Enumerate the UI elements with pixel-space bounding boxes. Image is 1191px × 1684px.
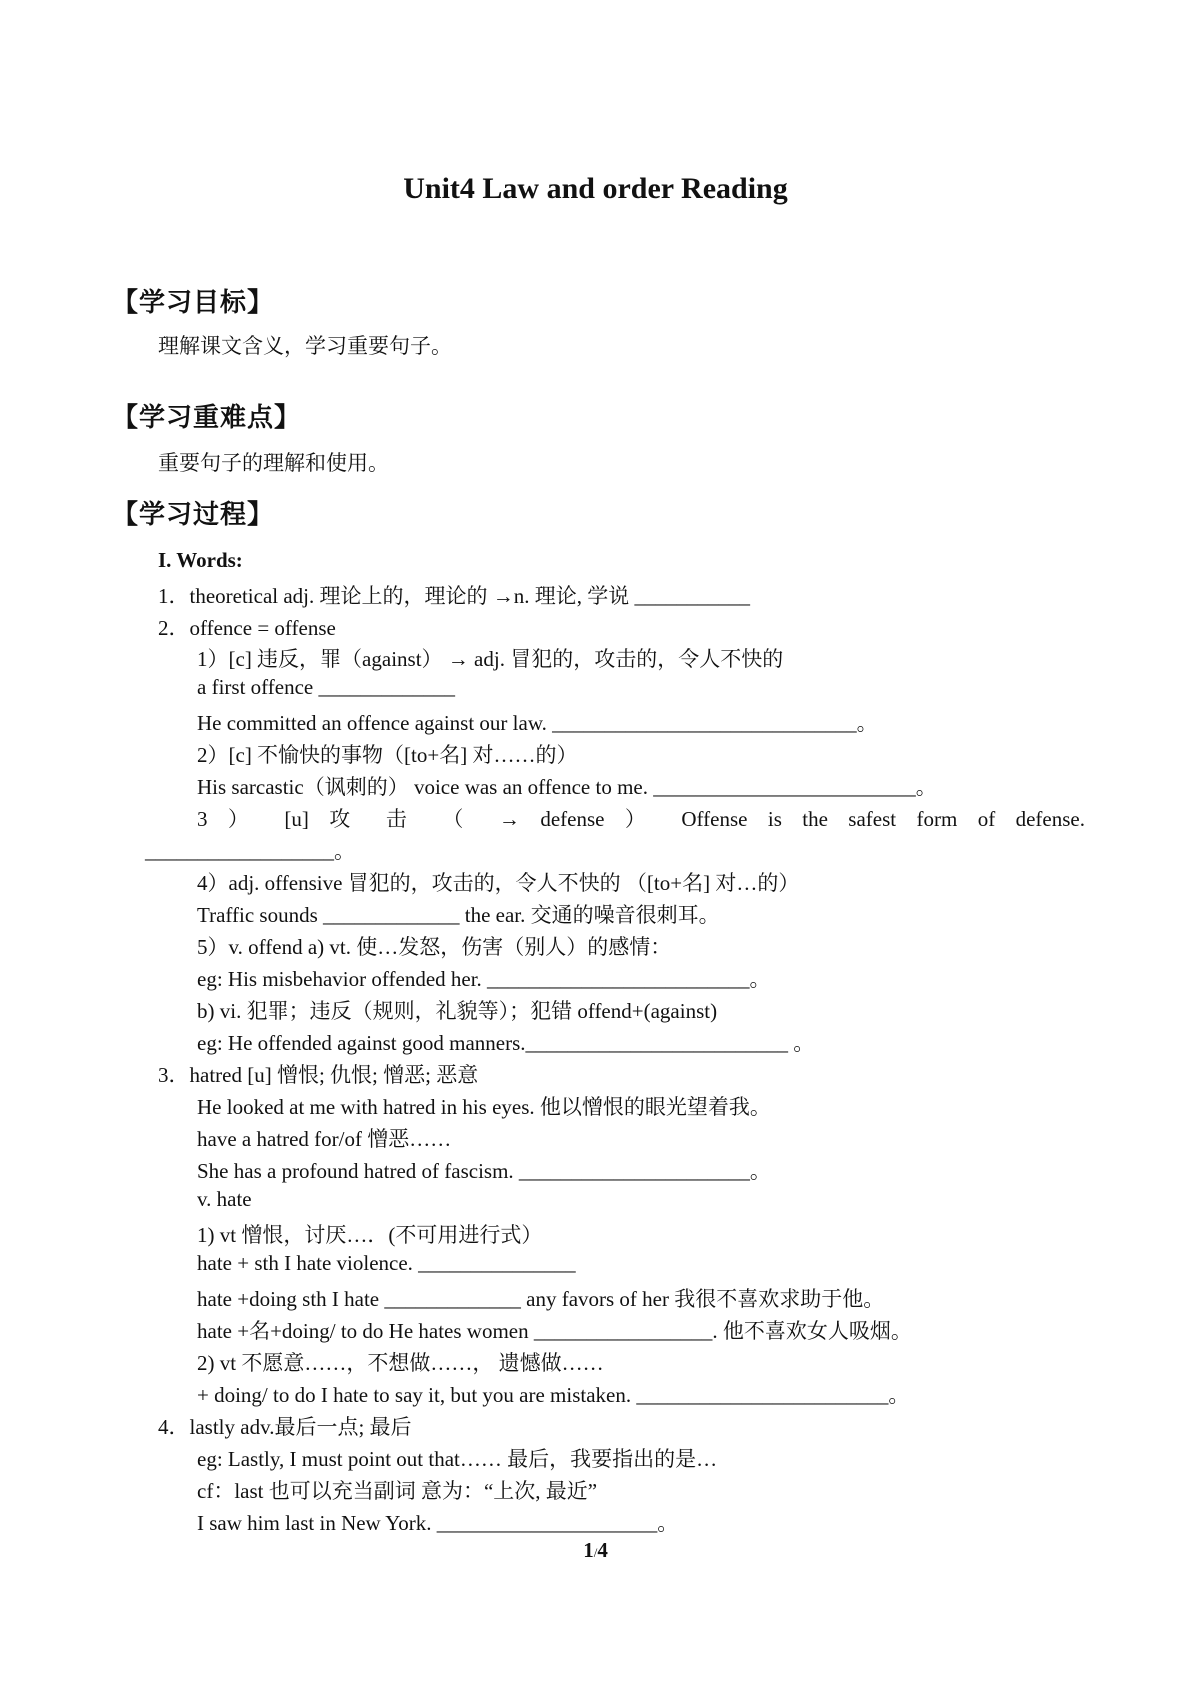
line-17: He looked at me with hatred in his eyes. 他以憎恨的眼光望着我。: [197, 1095, 771, 1119]
line-12: 5）v. offend a) vt. 使…发怒，伤害（别人）的感情：: [197, 935, 672, 959]
line-10: 4）adj. offensive 冒犯的，攻击的，令人不快的 （[to+名] 对…的）: [197, 871, 800, 895]
line-4: a first offence _____________: [197, 675, 455, 699]
current-page: 1: [583, 1538, 594, 1562]
line-20: v. hate: [197, 1187, 252, 1211]
line-30: I saw him last in New York. _____________________。: [197, 1511, 679, 1535]
line-3: 1）[c] 违反，罪（against） → adj. 冒犯的，攻击的，令人不快的: [197, 647, 784, 671]
line-6: 2）[c] 不愉快的事物（[to+名] 对……的）: [197, 743, 578, 767]
line-9: __________________。: [145, 839, 355, 863]
keypoints-heading: 【学习重难点】: [112, 403, 302, 432]
line-5: He committed an offence against our law. _____________________________。: [197, 711, 878, 735]
process-heading: 【学习过程】: [112, 500, 275, 529]
keypoints-text: 重要句子的理解和使用。: [158, 451, 389, 475]
line-13: eg: His misbehavior offended her. _________________________。: [197, 967, 771, 991]
line-16: 3．hatred [u] 憎恨; 仇恨; 憎恶; 恶意: [158, 1063, 479, 1087]
line-27: 4．lastly adv.最后一点; 最后: [158, 1415, 412, 1439]
line-23: hate +doing sth I hate _____________ any favors of her 我很不喜欢求助于他。: [197, 1287, 885, 1311]
line-29: cf：last 也可以充当副词 意为：“上次, 最近”: [197, 1479, 598, 1503]
goals-text: 理解课文含义，学习重要句子。: [158, 334, 452, 358]
page-separator: /: [593, 1545, 598, 1560]
line-25: 2) vt 不愿意……，不想做……， 遗憾做……: [197, 1351, 604, 1375]
page-number: [0, 1538, 1191, 1563]
line-28: eg: Lastly, I must point out that…… 最后，我要指出的是…: [197, 1447, 718, 1471]
goals-heading: 【学习目标】: [112, 288, 275, 317]
line-8: 3 ） [u] 攻 击 （ → defense ） Offense is the safest form of defense.: [197, 807, 1085, 831]
line-19: She has a profound hatred of fascism. ______________________。: [197, 1159, 771, 1183]
words-heading: I. Words:: [158, 548, 243, 572]
page-title: Unit4 Law and order Reading: [403, 172, 788, 205]
line-14: b) vi. 犯罪；违反（规则，礼貌等）；犯错 offend+(against): [197, 999, 718, 1023]
total-pages: 4: [597, 1538, 608, 1562]
line-15: eg: He offended against good manners._________________________ 。: [197, 1031, 815, 1055]
line-1: 1．theoretical adj. 理论上的，理论的 →n. 理论, 学说 ___________: [158, 584, 751, 608]
line-26: + doing/ to do I hate to say it, but you are mistaken. ________________________。: [197, 1383, 910, 1407]
line-11: Traffic sounds _____________ the ear. 交通的噪音很刺耳。: [197, 903, 720, 927]
line-2: 2．offence = offense: [158, 616, 336, 640]
line-22: hate + sth I hate violence. _______________: [197, 1251, 576, 1275]
line-7: His sarcastic（讽刺的） voice was an offence to me. _________________________。: [197, 775, 937, 799]
line-24: hate +名+doing/ to do He hates women _________________. 他不喜欢女人吸烟。: [197, 1319, 912, 1343]
line-21: 1) vt 憎恨，讨厌…．(不可用进行式）: [197, 1223, 543, 1247]
line-18: have a hatred for/of 憎恶……: [197, 1127, 452, 1151]
